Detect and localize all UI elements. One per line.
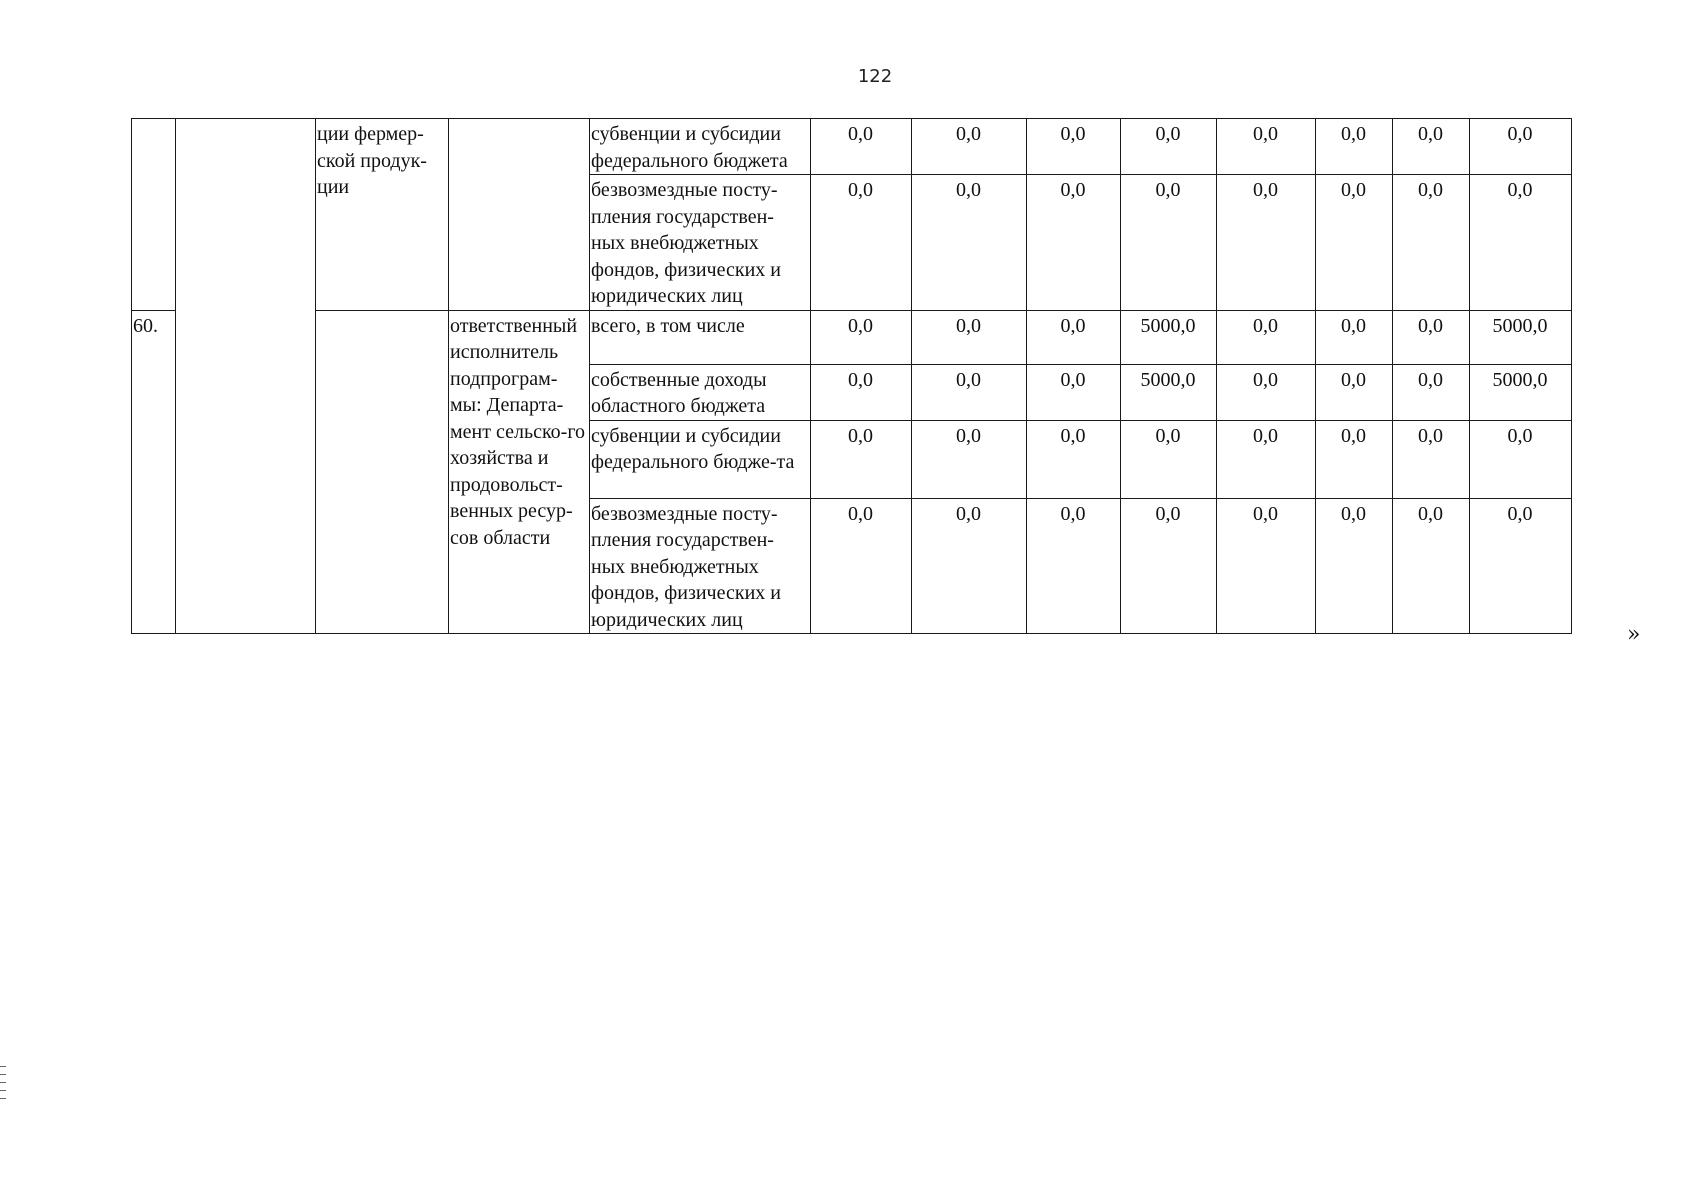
row-number-cell [132,119,176,311]
funding-source-cell: безвозмездные посту-пления государствен-ных внебюджетных фондов, физических и юридических лиц [590,498,811,634]
value-cell: 0,0 [1316,420,1393,498]
value-cell: 0,0 [1217,310,1316,364]
table-row [132,310,1572,364]
value-cell: 0,0 [1217,119,1316,175]
value-cell: 0,0 [1316,119,1393,175]
value-cell: 0,0 [1393,364,1470,420]
value-cell: 5000,0 [1121,310,1217,364]
value-cell: 0,0 [1217,175,1316,311]
value-cell: 0,0 [1316,364,1393,420]
value-cell: 5000,0 [1121,364,1217,420]
executor-cell [449,119,590,311]
value-cell: 0,0 [1393,420,1470,498]
value-cell: 0,0 [912,175,1027,311]
scan-edge-mark [0,1074,6,1075]
value-cell: 0,0 [912,420,1027,498]
value-cell: 0,0 [1316,175,1393,311]
value-cell: 5000,0 [1470,364,1572,420]
value-cell: 0,0 [1027,420,1121,498]
value-cell: 0,0 [1027,364,1121,420]
value-cell: 0,0 [811,364,912,420]
table-row [132,119,1572,175]
program-name-cell [176,119,316,634]
value-cell: 0,0 [912,364,1027,420]
funding-source-cell: всего, в том числе [590,310,811,364]
value-cell: 0,0 [1121,119,1217,175]
value-cell: 0,0 [1027,310,1121,364]
funding-source-cell: субвенции и субсидии федерального бюджета [590,119,811,175]
value-cell: 0,0 [1316,498,1393,634]
value-cell: 0,0 [1393,498,1470,634]
event-name-cell [316,310,449,634]
value-cell: 0,0 [1121,175,1217,311]
value-cell: 0,0 [1393,119,1470,175]
value-cell: 0,0 [1217,364,1316,420]
event-name-cell: ции фермер-ской продук-ции [316,119,449,311]
scan-edge-mark [0,1082,6,1083]
value-cell: 0,0 [811,310,912,364]
value-cell: 0,0 [1470,420,1572,498]
value-cell: 0,0 [1027,175,1121,311]
value-cell: 0,0 [811,498,912,634]
value-cell: 0,0 [1217,420,1316,498]
value-cell: 0,0 [1027,498,1121,634]
executor-cell: ответственный исполнитель подпрограм-мы: Департа-мент сельско-го хозяйства и продовольст-венных ресур-сов области [449,310,590,634]
value-cell: 0,0 [1470,175,1572,311]
funding-source-cell: безвозмездные посту-пления государствен-ных внебюджетных фондов, физических и юридических лиц [590,175,811,311]
closing-quote-mark: » [1627,622,1641,647]
value-cell: 5000,0 [1470,310,1572,364]
value-cell: 0,0 [912,498,1027,634]
value-cell: 0,0 [1470,498,1572,634]
scan-edge-mark [0,1066,6,1067]
value-cell: 0,0 [1217,498,1316,634]
row-number-cell: 60. [132,310,176,634]
value-cell: 0,0 [912,310,1027,364]
value-cell: 0,0 [811,420,912,498]
scan-edge-mark [0,1098,6,1099]
value-cell: 0,0 [811,175,912,311]
value-cell: 0,0 [1393,310,1470,364]
budget-table [131,118,1572,634]
value-cell: 0,0 [1121,498,1217,634]
value-cell: 0,0 [1121,420,1217,498]
value-cell: 0,0 [1470,119,1572,175]
value-cell: 0,0 [1316,310,1393,364]
value-cell: 0,0 [1027,119,1121,175]
value-cell: 0,0 [811,119,912,175]
scan-edge-mark [0,1090,6,1091]
value-cell: 0,0 [912,119,1027,175]
value-cell: 0,0 [1393,175,1470,311]
funding-source-cell: собственные доходы областного бюджета [590,364,811,420]
page-number: 122 [857,66,893,87]
funding-source-cell: субвенции и субсидии федерального бюдже-та [590,420,811,498]
